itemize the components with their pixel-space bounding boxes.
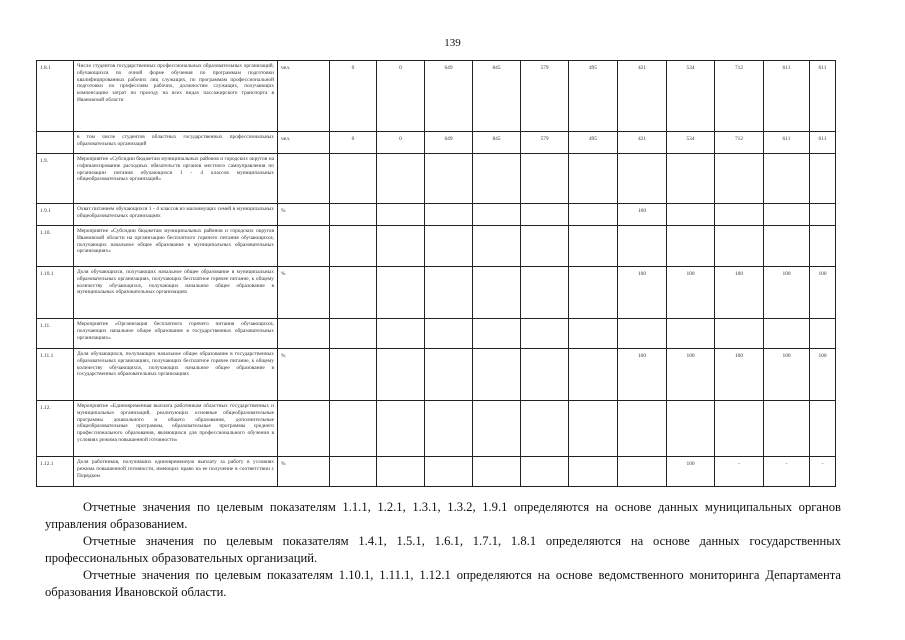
- value-cell: [377, 401, 425, 457]
- value-cell: 495: [569, 132, 618, 154]
- page-number: 139: [444, 37, 461, 49]
- value-cell: [810, 226, 836, 267]
- value-cell: 100: [810, 267, 836, 319]
- unit-cell: [278, 319, 330, 349]
- value-cell: [473, 349, 521, 401]
- value-cell: [667, 401, 715, 457]
- value-cell: 649: [425, 132, 473, 154]
- value-cell: [521, 319, 569, 349]
- indicator-code-cell: 1.9.1: [37, 204, 74, 226]
- value-cell: [473, 267, 521, 319]
- value-cell: 100: [667, 349, 715, 401]
- value-cell: [810, 401, 836, 457]
- value-cell: [330, 267, 377, 319]
- value-cell: [425, 349, 473, 401]
- table-row: [37, 401, 836, 457]
- value-cell: [569, 204, 618, 226]
- value-cell: 100: [764, 267, 810, 319]
- value-cell: [473, 401, 521, 457]
- value-cell: [521, 401, 569, 457]
- value-cell: [425, 154, 473, 204]
- table-row: [37, 154, 836, 204]
- value-cell: [764, 401, 810, 457]
- value-cell: [473, 457, 521, 487]
- value-cell: [618, 154, 667, 204]
- value-cell: 100: [715, 349, 764, 401]
- table-row: [37, 457, 836, 487]
- value-cell: [569, 267, 618, 319]
- value-cell: 649: [425, 61, 473, 132]
- value-cell: [521, 204, 569, 226]
- unit-cell: [278, 226, 330, 267]
- value-cell: 100: [667, 457, 715, 487]
- value-cell: [521, 226, 569, 267]
- value-cell: 100: [667, 267, 715, 319]
- indicator-name-cell: в том числе студентов областных государственных профессиональных образовательных организаций: [74, 132, 278, 154]
- value-cell: [810, 319, 836, 349]
- value-cell: [764, 154, 810, 204]
- note-paragraph: Отчетные значения по целевым показателям 1.10.1, 1.11.1, 1.12.1 определяются на основе ведомственного мониторинга Департамента образования Ивановской области.: [45, 568, 841, 599]
- value-cell: [521, 349, 569, 401]
- value-cell: 712: [715, 61, 764, 132]
- value-cell: [330, 154, 377, 204]
- value-cell: [715, 319, 764, 349]
- indicator-code-cell: 1.11.1: [37, 349, 74, 401]
- value-cell: 611: [764, 61, 810, 132]
- value-cell: [569, 226, 618, 267]
- value-cell: 421: [618, 132, 667, 154]
- value-cell: [715, 204, 764, 226]
- value-cell: [473, 154, 521, 204]
- unit-cell: %: [278, 204, 330, 226]
- value-cell: [377, 349, 425, 401]
- indicator-code-cell: 1.12.: [37, 401, 74, 457]
- table-row: [37, 226, 836, 267]
- indicator-name-cell: Доля обучающихся, получающих начальное общее образование в муниципальных образовательных организациях, получающих бесплатное горячее питание, к общему количеству обучающихся, получающих начальное общее образование в муниципальных образовательных организациях: [74, 267, 278, 319]
- value-cell: [618, 226, 667, 267]
- value-cell: 421: [618, 61, 667, 132]
- indicator-name-cell: Доля обучающихся, получающих начальное общее образование в государственных образовательных организациях, получающих бесплатное горячее питание, к общему количеству обучающихся, получающих начальное общее образование в государственных образовательных организациях: [74, 349, 278, 401]
- value-cell: [667, 319, 715, 349]
- indicator-code-cell: 1.9.: [37, 154, 74, 204]
- value-cell: [425, 401, 473, 457]
- value-cell: [377, 319, 425, 349]
- value-cell: [473, 226, 521, 267]
- notes-section: [45, 499, 841, 601]
- value-cell: 845: [473, 132, 521, 154]
- indicator-name-cell: Мероприятие «Субсидии бюджетам муниципальных районов и городских округов Ивановской области на организацию бесплатного горячего питания обучающихся, получающих начальное общее образование в муниципальных образовательных организациях»: [74, 226, 278, 267]
- unit-cell: [278, 401, 330, 457]
- value-cell: 100: [618, 204, 667, 226]
- value-cell: [330, 401, 377, 457]
- value-cell: [425, 267, 473, 319]
- value-cell: 534: [667, 132, 715, 154]
- value-cell: [764, 204, 810, 226]
- value-cell: 100: [618, 349, 667, 401]
- value-cell: [764, 319, 810, 349]
- indicator-code-cell: 1.11.: [37, 319, 74, 349]
- unit-cell: чел.: [278, 61, 330, 132]
- value-cell: 0: [377, 61, 425, 132]
- value-cell: [569, 154, 618, 204]
- indicator-name-cell: Доля работников, получивших единовременную выплату за работу в условиях режима повышенной готовности, имеющих право на ее получение в соответствии с Порядком: [74, 457, 278, 487]
- table-row: [37, 61, 836, 132]
- indicator-code-cell: 1.10.1: [37, 267, 74, 319]
- table-row: [37, 349, 836, 401]
- value-cell: 100: [810, 349, 836, 401]
- value-cell: [330, 319, 377, 349]
- value-cell: 534: [667, 61, 715, 132]
- value-cell: [618, 319, 667, 349]
- indicators-table: [36, 60, 836, 487]
- value-cell: 100: [618, 267, 667, 319]
- value-cell: [618, 457, 667, 487]
- value-cell: [425, 204, 473, 226]
- table-row: [37, 319, 836, 349]
- value-cell: [377, 226, 425, 267]
- indicator-code-cell: [37, 132, 74, 154]
- value-cell: [569, 401, 618, 457]
- value-cell: [569, 319, 618, 349]
- table-row: [37, 267, 836, 319]
- value-cell: -: [810, 457, 836, 487]
- value-cell: [715, 154, 764, 204]
- value-cell: [618, 401, 667, 457]
- value-cell: 845: [473, 61, 521, 132]
- value-cell: 579: [521, 132, 569, 154]
- value-cell: 0: [330, 61, 377, 132]
- indicator-code-cell: 1.10.: [37, 226, 74, 267]
- table-body: [37, 61, 836, 487]
- table-row: [37, 132, 836, 154]
- value-cell: [330, 349, 377, 401]
- value-cell: 579: [521, 61, 569, 132]
- value-cell: [473, 319, 521, 349]
- value-cell: [569, 457, 618, 487]
- value-cell: [330, 457, 377, 487]
- value-cell: [425, 319, 473, 349]
- value-cell: [569, 349, 618, 401]
- indicator-code-cell: 1.8.1: [37, 61, 74, 132]
- value-cell: 495: [569, 61, 618, 132]
- value-cell: -: [715, 457, 764, 487]
- value-cell: [521, 267, 569, 319]
- value-cell: [667, 154, 715, 204]
- value-cell: 611: [764, 132, 810, 154]
- value-cell: 100: [715, 267, 764, 319]
- value-cell: 0: [330, 132, 377, 154]
- value-cell: [521, 154, 569, 204]
- indicator-name-cell: Мероприятие «Субсидии бюджетам муниципальных районов и городских округов на софинансирование расходных обязательств органов местного самоуправления по организации питания обучающихся 1 - 4 классов муниципальных общеобразовательных организаций»: [74, 154, 278, 204]
- value-cell: [330, 226, 377, 267]
- unit-cell: %: [278, 267, 330, 319]
- value-cell: [425, 457, 473, 487]
- table-row: [37, 204, 836, 226]
- value-cell: 712: [715, 132, 764, 154]
- indicator-name-cell: Число студентов государственных профессиональных образовательных организаций, обучающихся по очной форме обучения по программам подготовки квалифицированных рабочих лиц служащих, по программам профессиональной подготовки по профессиям рабочих, должностям служащих, получающих компенсацию затрат по проезду на всех видах пассажирского транспорта в Ивановской области: [74, 61, 278, 132]
- value-cell: [521, 457, 569, 487]
- value-cell: [810, 204, 836, 226]
- value-cell: [715, 401, 764, 457]
- value-cell: 100: [764, 349, 810, 401]
- value-cell: [425, 226, 473, 267]
- value-cell: [667, 204, 715, 226]
- indicator-code-cell: 1.12.1: [37, 457, 74, 487]
- value-cell: [667, 226, 715, 267]
- indicator-name-cell: Мероприятие «Единовременная выплата работникам областных государственных и муниципальных организаций, реализующих основные общеобразовательные программы дошкольного и общего образования, дополнительные общеобразовательные программы, образовательные программы среднего профессионального образования, являющихся для профессионального обучения в условиях режима повышенной готовности»: [74, 401, 278, 457]
- value-cell: [330, 204, 377, 226]
- value-cell: [377, 204, 425, 226]
- value-cell: 0: [377, 132, 425, 154]
- unit-cell: %: [278, 349, 330, 401]
- indicator-name-cell: Охват питанием обучающихся 1 - 4 классов из малоимущих семей в муниципальных общеобразовательных организациях: [74, 204, 278, 226]
- value-cell: [377, 267, 425, 319]
- unit-cell: чел.: [278, 132, 330, 154]
- unit-cell: %: [278, 457, 330, 487]
- value-cell: [377, 154, 425, 204]
- note-paragraph: Отчетные значения по целевым показателям 1.1.1, 1.2.1, 1.3.1, 1.3.2, 1.9.1 определяются на основе данных муниципальных органов управления образованием.: [45, 500, 841, 531]
- value-cell: [764, 226, 810, 267]
- value-cell: 611: [810, 61, 836, 132]
- unit-cell: [278, 154, 330, 204]
- value-cell: [810, 154, 836, 204]
- value-cell: [473, 204, 521, 226]
- value-cell: 611: [810, 132, 836, 154]
- indicator-name-cell: Мероприятие «Организация бесплатного горячего питания обучающихся, получающих начальное общее образование в государственных образовательных организациях»: [74, 319, 278, 349]
- value-cell: -: [764, 457, 810, 487]
- value-cell: [715, 226, 764, 267]
- value-cell: [377, 457, 425, 487]
- note-paragraph: Отчетные значения по целевым показателям 1.4.1, 1.5.1, 1.6.1, 1.7.1, 1.8.1 определяются на основе данных государственных профессиональных образовательных организаций.: [45, 534, 841, 565]
